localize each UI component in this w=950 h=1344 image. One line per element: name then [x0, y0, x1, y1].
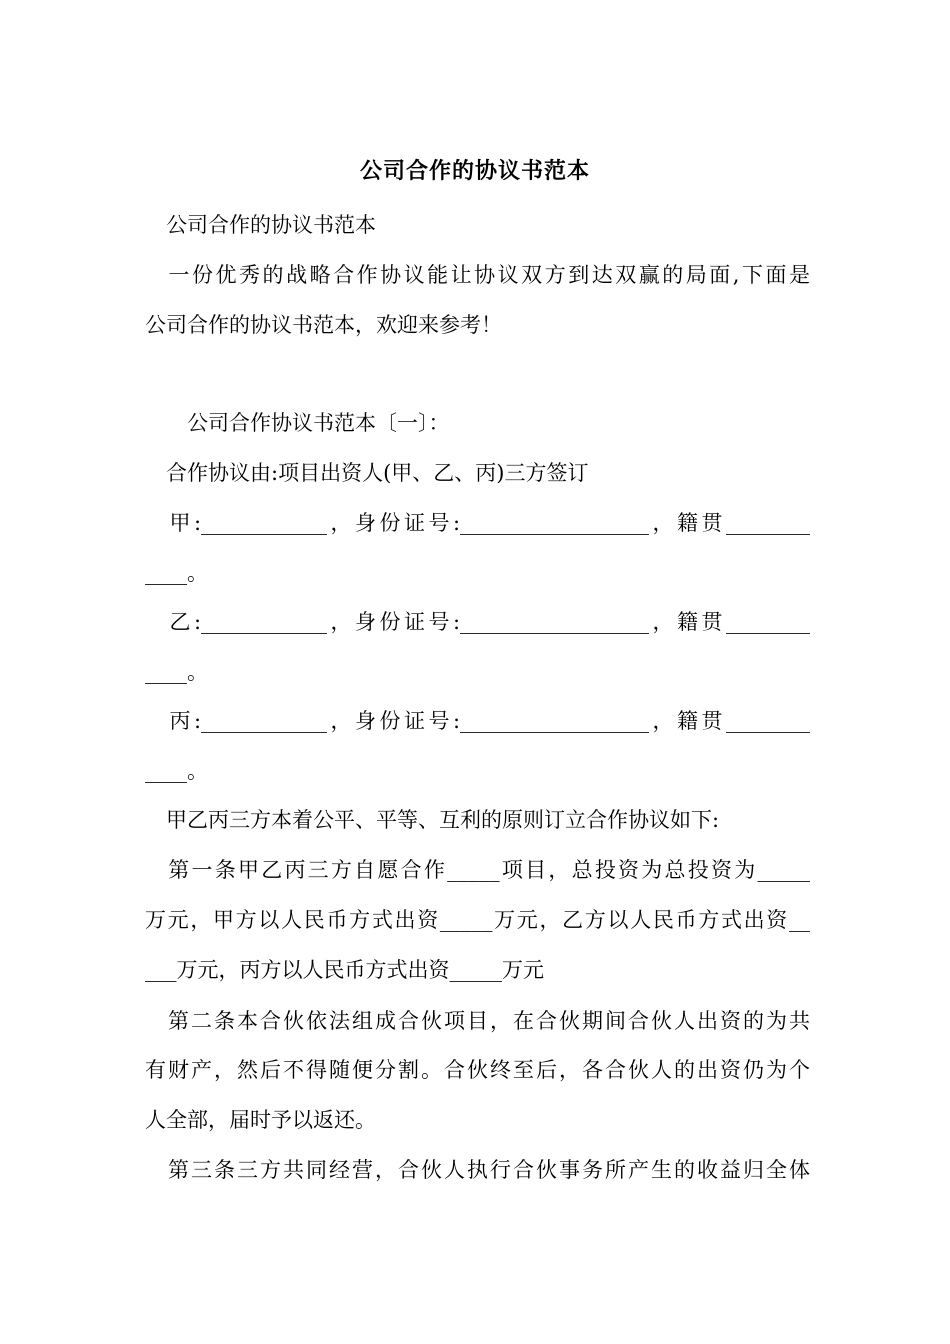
article-1-line: ___万元，丙方以人民币方式出资_____万元	[145, 958, 544, 982]
paragraph-line: 公司合作的协议书范本，欢迎来参考！	[145, 313, 502, 337]
paragraph-line: 合作协议由:项目出资人(甲、乙、丙)三方签订	[145, 461, 589, 485]
party-b-line: 乙:____________，身份证号:__________________，籍贯________	[145, 610, 810, 634]
article-1-line: 万元，甲方以人民币方式出资_____万元，乙方以人民币方式出资__	[145, 908, 810, 932]
party-b-line-cont: ____。	[145, 660, 208, 684]
paragraph-line: 公司合作的协议书范本	[145, 213, 376, 237]
party-c-line: 丙:____________，身份证号:__________________，籍贯________	[145, 709, 810, 733]
article-1-line: 第一条甲乙丙三方自愿合作_____项目，总投资为总投资为_____	[145, 858, 810, 882]
document-title: 公司合作的协议书范本	[359, 158, 590, 184]
party-a-line: 甲:____________，身份证号:__________________，籍贯________	[145, 511, 810, 535]
paragraph-line: 甲乙丙三方本着公平、平等、互利的原则订立合作协议如下:	[145, 808, 720, 832]
section-heading: 公司合作协议书范本〔一〕：	[145, 411, 450, 435]
paragraph-line: 一份优秀的战略合作协议能让协议双方到达双赢的局面,下面是	[145, 263, 810, 287]
article-2-line: 第二条本合伙依法组成合伙项目，在合伙期间合伙人出资的为共	[145, 1009, 810, 1033]
party-c-line-cont: ____。	[145, 759, 208, 783]
party-a-line-cont: ____。	[145, 561, 208, 585]
article-2-line: 人全部，届时予以返还。	[145, 1108, 376, 1132]
article-3-line: 第三条三方共同经营，合伙人执行合伙事务所产生的收益归全体	[145, 1158, 810, 1182]
article-2-line: 有财产，然后不得随便分割。合伙终至后，各合伙人的出资仍为个	[145, 1058, 810, 1082]
